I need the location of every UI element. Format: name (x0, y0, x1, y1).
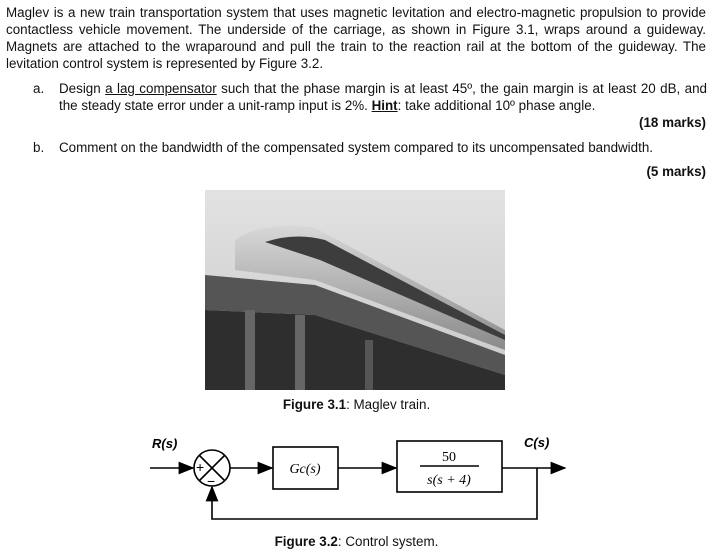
feedback-path (212, 468, 537, 519)
figure-3-1-number: Figure 3.1 (282, 397, 347, 412)
question-b-label: b. (33, 140, 45, 155)
question-b-marks: (5 marks) (646, 164, 706, 179)
figure-3-2-number: Figure 3.2 (274, 534, 338, 549)
figure-3-2-caption (0, 534, 713, 549)
question-a-text: Design (59, 81, 106, 96)
output-label: C(s) (524, 435, 550, 450)
question-a (33, 80, 707, 114)
plant-denominator: s(s + 4) (427, 473, 471, 488)
figure-3-1-text: : Maglev train. (346, 397, 431, 412)
maglev-train-photo (205, 190, 505, 390)
input-label: R(s) (152, 436, 178, 451)
question-b (33, 139, 707, 156)
minus-sign: − (207, 473, 216, 489)
plus-sign: + (196, 459, 205, 475)
hint-label: Hint (371, 98, 398, 113)
question-a-label: a. (33, 81, 45, 96)
figure-3-2-text: : Control system. (337, 534, 439, 549)
intro-paragraph: Maglev is a new train transportation system that uses magnetic levitation and electro-magnetic propulsion to provide contactless vehicle movement. The underside of the carriage, as shown in Figure 3.1, wraps around a guideway. Magnets are attached to the wraparound and pull the train to the reaction rail at the bottom of the guideway. The levitation control system is represented by Figure 3.2. (6, 5, 706, 71)
hint-text: : take additional 10º phase angle. (397, 98, 596, 113)
plant-numerator: 50 (442, 450, 456, 465)
figure-3-1-caption (0, 397, 713, 412)
question-b-text: Comment on the bandwidth of the compensated system compared to its uncompensated bandwidth. (59, 140, 653, 155)
question-a-marks: (18 marks) (639, 115, 706, 130)
lag-compensator-term: a lag compensator (105, 81, 217, 96)
controller-label: Gc(s) (289, 462, 321, 477)
question-a-text-cont: such that the phase margin is at least 45º, the gain margin is at least 20 dB, and the steady state error under a unit-ramp input is 2%. (59, 81, 708, 113)
